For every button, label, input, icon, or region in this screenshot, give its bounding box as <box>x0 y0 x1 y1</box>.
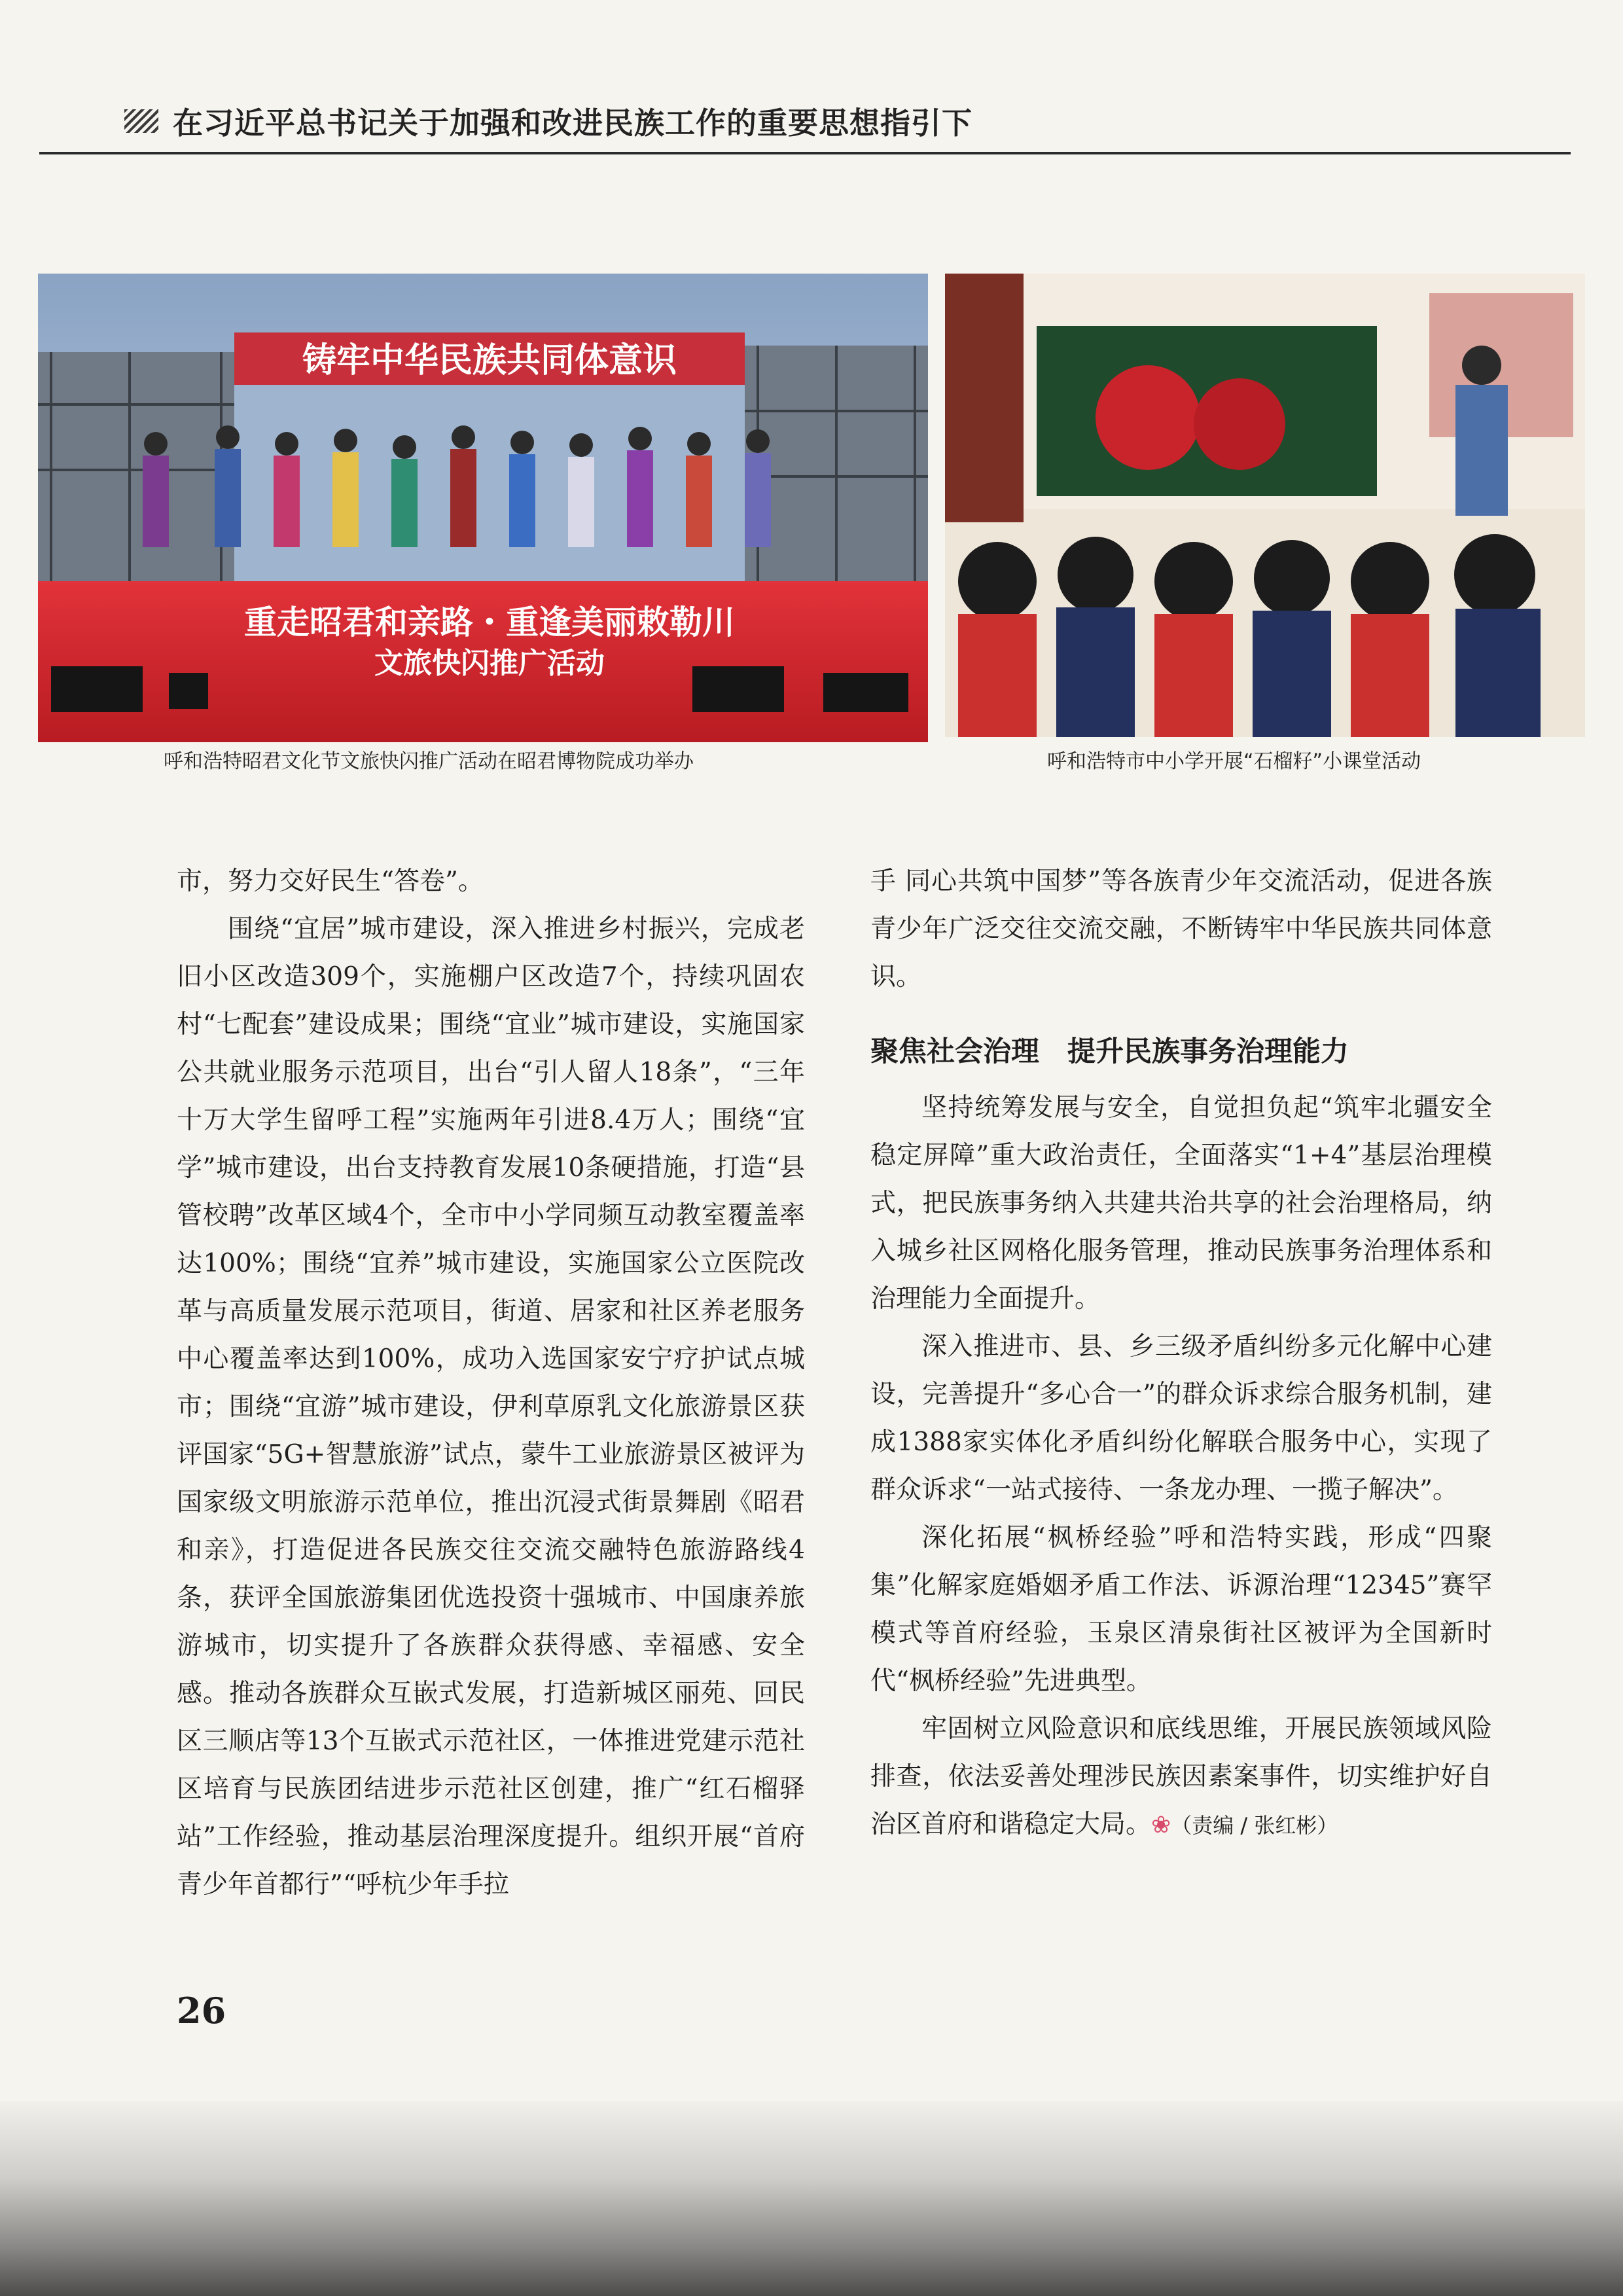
paragraph: 深入推进市、县、乡三级矛盾纠纷多元化解中心建设，完善提升“多心合一”的群众诉求综合服务机制，建成1388家实体化矛盾纠纷化解联合服务中心，实现了群众诉求“一站式接待、一条龙办理、一揽子解决”。 <box>870 1332 1492 1505</box>
flower-icon: ❀ <box>1151 1812 1171 1839</box>
paragraph: 市，努力交好民生“答卷”。 <box>177 867 484 896</box>
banner-bottom-line1: 重走昭君和亲路・重逢美丽敕勒川 <box>244 603 735 641</box>
scan-shadow <box>0 2101 1623 2296</box>
paragraph: 深化拓展“枫桥经验”呼和浩特实践，形成“四聚集”化解家庭婚姻矛盾工作法、诉源治理“12345”赛罕模式等首府经验，玉泉区清泉街社区被评为全国新时代“枫桥经验”先进典型。 <box>870 1523 1492 1696</box>
editor-credit: （责编 / 张红彬） <box>1171 1813 1338 1838</box>
paragraph: 手 同心共筑中国梦”等各族青少年交流活动，促进各族青少年广泛交往交流交融，不断铸牢中华民族共同体意识。 <box>870 867 1492 992</box>
right-column <box>870 857 1492 1850</box>
header-title: 在习近平总书记关于加强和改进民族工作的重要思想指引下 <box>173 105 972 141</box>
paragraph <box>870 1705 1492 1850</box>
paragraph-text: 牢固树立风险意识和底线思维，开展民族领域风险排查，依法妥善处理涉民族因素案事件，切实维护好自治区首府和谐稳定大局。 <box>870 1714 1492 1839</box>
left-column <box>177 857 805 1909</box>
classroom-photo <box>945 274 1585 737</box>
left-photo-caption: 呼和浩特昭君文化节文旅快闪推广活动在昭君博物院成功举办 <box>164 750 694 773</box>
paragraph: 围绕“宜居”城市建设，深入推进乡村振兴，完成老旧小区改造309个，实施棚户区改造7个，持续巩固农村“七配套”建设成果；围绕“宜业”城市建设，实施国家公共就业服务示范项目，出台“引人留人18条”，“三年十万大学生留呼工程”实施两年引进8.4万人；围绕“宜学”城市建设，出台支持教育发展10条硬措施，打造“县管校聘”改革区域4个，全市中小学同频互动教室覆盖率达100%；围绕“宜养”城市建设，实施国家公立医院改革与高质量发展示范项目，街道、居家和社区养老服务中心覆盖率达到100%，成功入选国家安宁疗护试点城市；围绕“宜游”城市建设，伊利草原乳文化旅游景区获评国家“5G+智慧旅游”试点，蒙牛工业旅游景区被评为国家级文明旅游示范单位，推出沉浸式街景舞剧《昭君和亲》，打造促进各民族交往交流交融特色旅游路线4条，获评全国旅游集团优选投资十强城市、中国康养旅游城市，切实提升了各族群众获得感、幸福感、安全感。推动各族群众互嵌式发展，打造新城区丽苑、回民区三顺店等13个互嵌式示范社区，一体推进党建示范社区培育与民族团结进步示范社区创建，推广“红石榴驿站”工作经验，推动基层治理深度提升。组织开展“首府青少年首都行”“呼杭少年手拉 <box>177 914 805 1899</box>
section-title: 聚焦社会治理 提升民族事务治理能力 <box>870 1035 1349 1068</box>
banner-bottom-line2: 文旅快闪推广活动 <box>374 647 605 680</box>
running-header <box>124 98 1499 144</box>
page-number: 26 <box>177 1990 226 2032</box>
banner-top-text: 铸牢中华民族共同体意识 <box>302 341 677 380</box>
right-photo-caption: 呼和浩特市中小学开展“石榴籽”小课堂活动 <box>1047 750 1421 773</box>
header-hatch-mark <box>124 109 158 133</box>
paragraph: 坚持统筹发展与安全，自觉担负起“筑牢北疆安全稳定屏障”重大政治责任，全面落实“1+4”基层治理模式，把民族事务纳入共建共治共享的社会治理格局，纳入城乡社区网格化服务管理，推动民族事务治理体系和治理能力全面提升。 <box>870 1093 1492 1314</box>
header-rule <box>39 152 1571 154</box>
stage-performance-photo <box>38 274 928 742</box>
